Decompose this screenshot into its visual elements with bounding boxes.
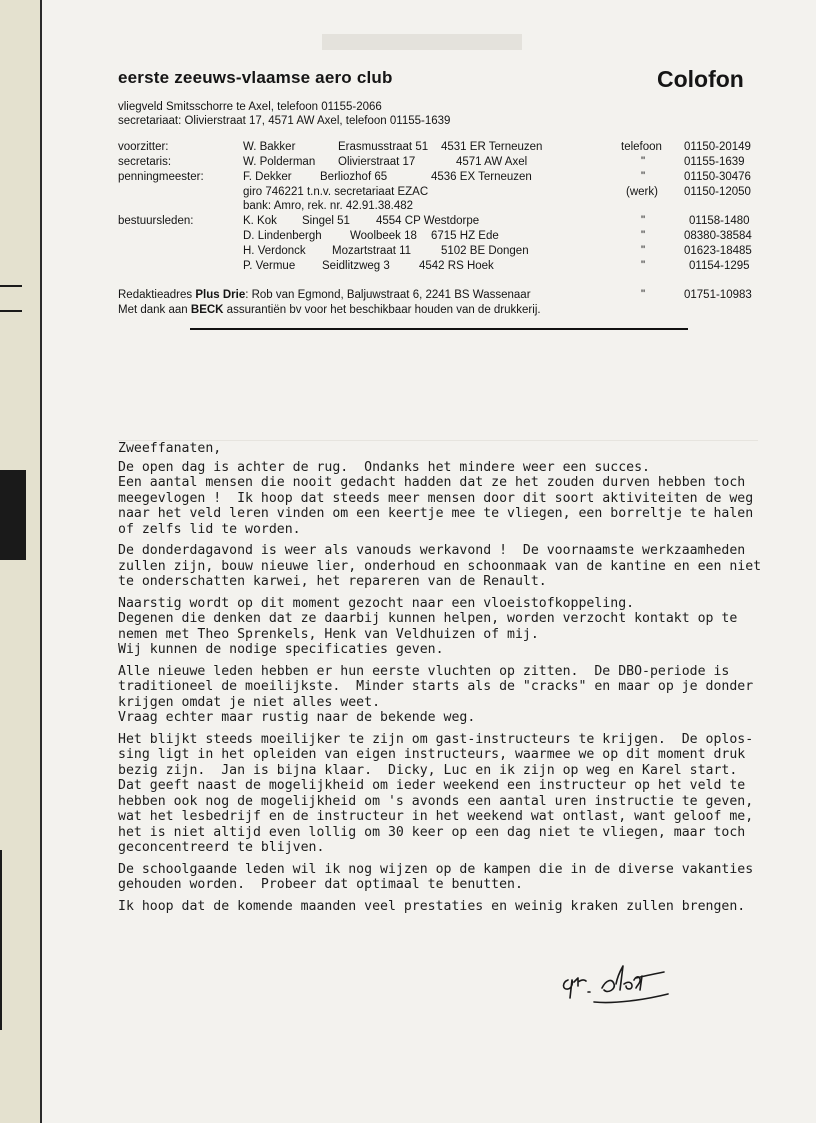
letter-paragraph <box>118 862 778 893</box>
letter-line: sing ligt in het opleiden van eigen instructeurs, waarmee we op dit moment druk <box>118 747 746 762</box>
ditto-mark: " <box>640 215 646 227</box>
board-postal: 5102 BE Dongen <box>441 245 529 257</box>
letter-line: Dat geeft naast de mogelijkheid om ieder weekend een instructeur op het veld te <box>118 778 746 793</box>
letter-paragraph <box>118 460 778 538</box>
ditto-mark: " <box>640 156 646 168</box>
board-role: voorzitter: <box>118 141 169 153</box>
editorial-address <box>118 289 531 301</box>
letter-line: Ik hoop dat de komende maanden veel prestaties en weinig kraken zullen brengen. <box>118 898 746 914</box>
letter-paragraph <box>118 899 778 915</box>
letter-line: zullen zijn, bouw nieuwe lier, onderhoud en schoonmaak van de kantine en een niet <box>118 558 762 574</box>
ditto-mark: " <box>640 289 646 301</box>
board-phone: 08380-38584 <box>684 230 752 242</box>
board-phone: 01154-1295 <box>689 260 750 272</box>
board-role: secretaris: <box>118 156 172 168</box>
bank-account: bank: Amro, rek. nr. 42.91.38.482 <box>243 200 414 212</box>
letter-line: het is niet altijd even lollig om 30 keer op een dag niet te vliegen, maar toch <box>118 824 746 840</box>
board-street: Erasmusstraat 51 <box>338 141 429 153</box>
board-table <box>0 0 816 320</box>
board-street: Mozartstraat 11 <box>332 245 412 257</box>
letter-line: nemen met Theo Sprenkels, Henk van Veldhuizen of mij. <box>118 626 539 642</box>
board-name: D. Lindenbergh <box>243 230 322 242</box>
letter-line: Naarstig wordt op dit moment gezocht naar een vloeistofkoppeling. <box>118 595 635 611</box>
phone-heading: telefoon <box>621 141 662 153</box>
letter-line: bezig zijn. Jan is bijna klaar. Dicky, Luc en ik zijn op weg en Karel start. <box>118 762 738 778</box>
letter-line: of zelfs lid te worden. <box>118 521 301 537</box>
board-postal: 4531 ER Terneuzen <box>441 141 543 153</box>
thanks-rest: assurantiën bv voor het beschikbaar houden van de drukkerij. <box>223 304 541 316</box>
board-street: Seidlitzweg 3 <box>322 260 390 272</box>
letter-line: Wij kunnen de nodige specificaties geven. <box>118 642 444 657</box>
salutation: Zweeffanaten, <box>118 441 222 456</box>
secretariat-address: secretariaat: Olivierstraat 17, 4571 AW Axel, telefoon 01155-1639 <box>118 115 451 127</box>
board-role: bestuursleden: <box>118 215 194 227</box>
letter-line: naar het veld leren vinden om een keertje mee te vliegen, een borreltje te halen <box>118 506 754 521</box>
letter-line: meegevlogen ! Ik hoop dat steeds meer mensen door dit soort aktiviteiten de weg <box>118 490 754 506</box>
airfield-address: vliegveld Smitsschorre te Axel, telefoon 01155-2066 <box>118 101 382 113</box>
printing-thanks <box>118 304 541 316</box>
board-role: penningmeester: <box>118 171 204 183</box>
letter-line: De open dag is achter de rug. Ondanks het mindere weer een succes. <box>118 459 650 475</box>
edge-mark <box>0 470 26 560</box>
letter-line: wat het lesbedrijf en de instructeur in het weekend wat ontlast, want geloof me, <box>118 809 754 824</box>
ditto-mark: " <box>640 171 646 183</box>
letter-line: De schoolgaande leden wil ik nog wijzen op de kampen die in de diverse vakanties <box>118 861 754 877</box>
thanks-prefix: Met dank aan <box>118 304 191 316</box>
board-street: Berliozhof 65 <box>320 171 388 183</box>
letter-paragraph <box>118 664 778 726</box>
board-name: P. Vermue <box>243 260 296 272</box>
board-name: F. Dekker <box>243 171 292 183</box>
sponsor-name: BECK <box>190 304 224 316</box>
board-postal: 4542 RS Hoek <box>419 260 494 272</box>
letter-line: Het blijkt steeds moeilijker te zijn om gast-instructeurs te krijgen. De oplos- <box>118 731 754 747</box>
board-name: H. Verdonck <box>243 245 306 257</box>
board-phone: 01158-1480 <box>689 215 750 227</box>
board-phone: 01150-12050 <box>684 186 751 198</box>
board-name: K. Kok <box>243 215 277 227</box>
letter-body <box>118 441 778 920</box>
board-phone: 01623-18485 <box>684 245 752 257</box>
board-street: Olivierstraat 17 <box>338 156 416 168</box>
letter-line: krijgen omdat je niet alles weet. <box>118 694 381 710</box>
letter-line: Alle nieuwe leden hebben er hun eerste vluchten op zitten. De DBO-periode is <box>118 663 730 679</box>
letter-paragraph <box>118 596 778 658</box>
ditto-mark: " <box>640 245 646 257</box>
board-phone: 01150-30476 <box>684 171 751 183</box>
board-postal: 6715 HZ Ede <box>431 230 499 242</box>
letter-line: Degenen die denken dat ze daarbij kunnen helpen, worden verzocht kontakt op te <box>118 611 738 626</box>
work-phone-note: (werk) <box>626 186 658 198</box>
letter-line: De donderdagavond is weer als vanouds werkavond ! De voornaamste werkzaamheden <box>118 543 746 558</box>
ditto-mark: " <box>640 230 646 242</box>
board-phone: 01155-1639 <box>684 156 745 168</box>
letter-paragraph <box>118 543 778 590</box>
letter-paragraph <box>118 732 778 856</box>
section-title: Colofon <box>657 66 744 92</box>
letter-line: geconcentreerd te blijven. <box>118 840 325 855</box>
board-postal: 4554 CP Westdorpe <box>376 215 480 227</box>
board-postal: 4571 AW Axel <box>456 156 528 168</box>
divider-rule <box>190 328 688 330</box>
edge-mark <box>0 850 2 1030</box>
board-phone: 01150-20149 <box>684 141 751 153</box>
board-postal: 4536 EX Terneuzen <box>431 171 532 183</box>
editorial-phone: 01751-10983 <box>684 289 752 301</box>
club-name: eerste zeeuws-vlaamse aero club <box>118 68 393 87</box>
letter-line: Een aantal mensen die nooit gedacht hadden dat ze het zouden durven hebben toch <box>118 475 746 490</box>
board-name: W. Polderman <box>243 156 316 168</box>
board-street: Woolbeek 18 <box>350 230 417 242</box>
ditto-mark: " <box>640 260 646 272</box>
letter-line: traditioneel de moeilijkste. Minder starts als de "cracks" en maar op je donder <box>118 679 754 694</box>
letter-line: gehouden worden. Probeer dat optimaal te benutten. <box>118 877 523 892</box>
letter-line: Vraag echter maar rustig naar de bekende weg. <box>118 710 476 725</box>
letter-line: hebben ook nog de mogelijkheid om 's avonds een aantal uren instructie te geven, <box>118 793 754 809</box>
editorial-address-rest: : Rob van Egmond, Baljuwstraat 6, 2241 BS Wassenaar <box>245 289 531 301</box>
publication-name: Plus Drie <box>195 289 246 301</box>
board-name: W. Bakker <box>243 141 296 153</box>
editorial-prefix: Redaktieadres <box>118 289 196 301</box>
handwritten-signature <box>558 958 698 1014</box>
board-street: Singel 51 <box>302 215 350 227</box>
giro-account: giro 746221 t.n.v. secretariaat EZAC <box>243 186 429 198</box>
letter-line: te onderschatten karwei, het repareren van de Renault. <box>118 574 547 589</box>
